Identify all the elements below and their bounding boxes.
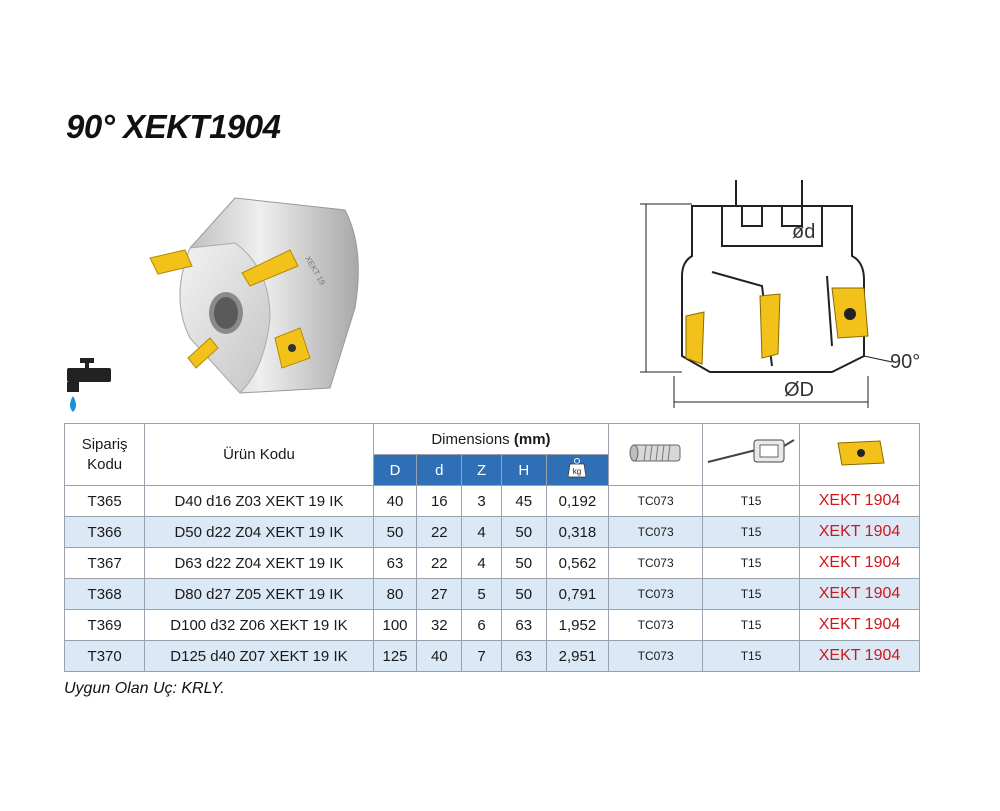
insert-code: XEKT 1904 [800,579,920,610]
dim-D: 50 [373,517,417,548]
dim-H: 63 [501,610,546,641]
table-row [65,548,920,579]
dim-Z: 4 [462,548,502,579]
dim-H: 63 [501,641,546,672]
screw-code: TC073 [609,517,703,548]
screw-header [609,424,703,486]
product-code: D80 d27 Z05 XEKT 19 IK [145,579,373,610]
insert-code: XEKT 1904 [800,548,920,579]
table-row [65,579,920,610]
weight-kg-icon [566,457,588,479]
product-code: D50 d22 Z04 XEKT 19 IK [145,517,373,548]
order-code-header-line2: Kodu [87,455,123,473]
insert-code: XEKT 1904 [800,641,920,672]
page-title: 90° XEKT1904 [66,108,281,145]
spec-table [64,423,920,672]
insert-header [800,424,920,486]
col-d-header: d [417,455,462,486]
table-row [65,517,920,548]
col-H-header: H [501,455,546,486]
dim-Z: 6 [462,610,502,641]
col-Z-header: Z [462,455,502,486]
dim-D: 40 [373,486,417,517]
order-code: T370 [65,641,145,672]
dim-Z: 3 [462,486,502,517]
insert-code: XEKT 1904 [800,517,920,548]
compatible-insert-note: Uygun Olan Uç: KRLY. [64,680,225,697]
dim-d: 40 [417,641,462,672]
dimensions-header [373,424,609,455]
dim-d: 22 [417,517,462,548]
dim-d: 32 [417,610,462,641]
dim-Z: 5 [462,579,502,610]
dim-d: 16 [417,486,462,517]
dim-D: 80 [373,579,417,610]
key-code: T15 [703,486,800,517]
dim-D: 100 [373,610,417,641]
torx-key-icon [706,434,796,472]
key-code: T15 [703,517,800,548]
product-code: D125 d40 Z07 XEKT 19 IK [145,641,373,672]
insert-code: XEKT 1904 [800,610,920,641]
svg-text:XEKT 19: XEKT 19 [303,254,327,287]
dim-Z: 7 [462,641,502,672]
screw-code: TC073 [609,548,703,579]
col-weight-header [546,455,609,486]
weight: 0,562 [546,548,609,579]
dim-d: 22 [417,548,462,579]
key-code: T15 [703,610,800,641]
weight: 1,952 [546,610,609,641]
screw-code: TC073 [609,610,703,641]
weight: 0,192 [546,486,609,517]
svg-text:kg: kg [573,467,582,476]
key-code: T15 [703,548,800,579]
dim-D: 125 [373,641,417,672]
dimensions-unit: (mm) [513,430,551,448]
dimensions-label: Dimensions [431,430,510,448]
key-header [703,424,800,486]
screw-code: TC073 [609,486,703,517]
product-code: D40 d16 Z03 XEKT 19 IK [145,486,373,517]
key-code: T15 [703,641,800,672]
order-code: T365 [65,486,145,517]
table-row [65,641,920,672]
diameter-D-label: ØD [784,379,814,401]
key-code: T15 [703,579,800,610]
order-code-header-line1: Sipariş [81,435,128,453]
insert-code: XEKT 1904 [800,486,920,517]
dim-d: 27 [417,579,462,610]
dim-H: 45 [501,486,546,517]
product-code-header: Ürün Kodu [145,424,373,486]
order-code: T369 [65,610,145,641]
dim-D: 63 [373,548,417,579]
order-code-header [65,424,145,486]
weight: 2,951 [546,641,609,672]
diameter-d-label: ød [792,221,816,243]
product-code: D100 d32 Z06 XEKT 19 IK [145,610,373,641]
weight: 0,318 [546,517,609,548]
screw-code: TC073 [609,579,703,610]
dim-H: 50 [501,579,546,610]
coolant-tap-icon [62,356,112,416]
order-code: T366 [65,517,145,548]
screw-code: TC073 [609,641,703,672]
table-row [65,610,920,641]
screw-icon [626,440,686,466]
technical-drawing [632,176,932,411]
angle-label: 90° [890,351,921,373]
dim-Z: 4 [462,517,502,548]
weight: 0,791 [546,579,609,610]
insert-icon [830,437,890,469]
product-code: D63 d22 Z04 XEKT 19 IK [145,548,373,579]
col-D-header: D [373,455,417,486]
order-code: T368 [65,579,145,610]
table-row [65,486,920,517]
order-code: T367 [65,548,145,579]
dim-H: 50 [501,548,546,579]
milling-cutter-photo [130,188,370,398]
dim-H: 50 [501,517,546,548]
